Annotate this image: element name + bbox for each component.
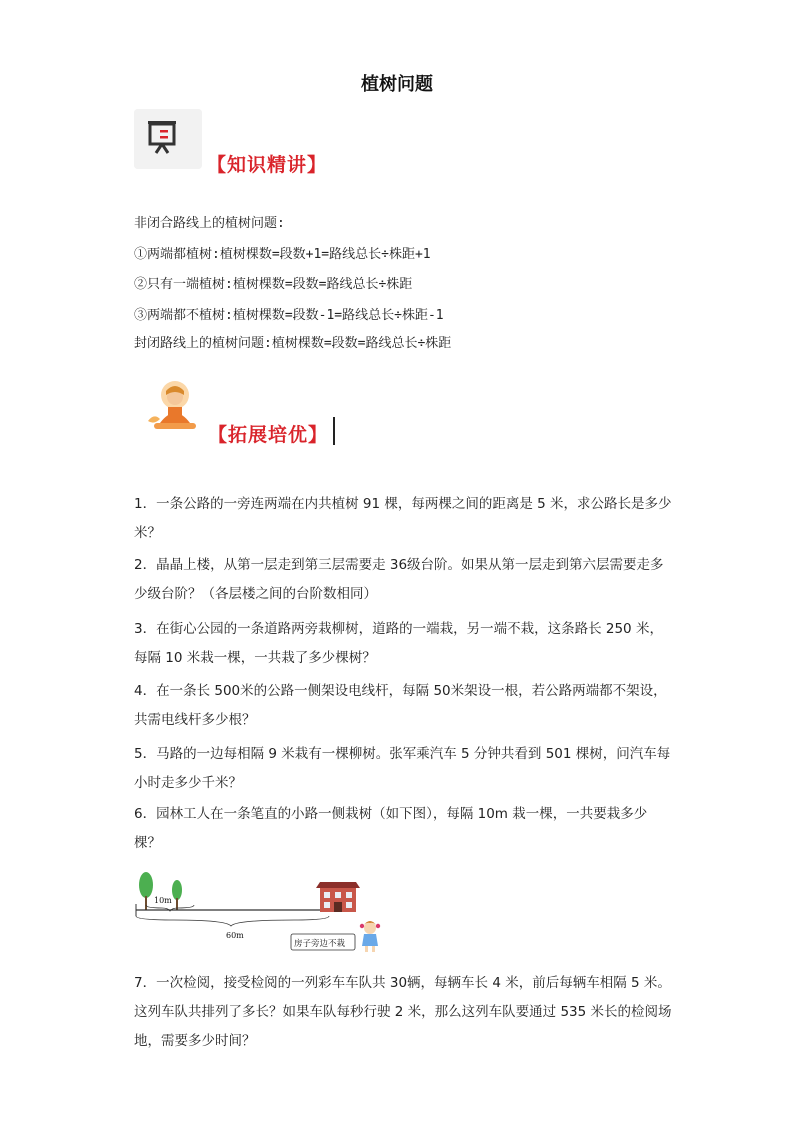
question-5: 5．马路的一边每相隔 9 米栽有一棵柳树。张军乘汽车 5 分钟共看到 501 棵树，问汽车每小时走多少千米？ <box>134 746 671 791</box>
extension-heading: 【拓展培优】 <box>208 424 329 446</box>
teacher-avatar-icon <box>144 377 206 439</box>
segment-label: 10m <box>154 896 172 905</box>
note-label: 房子旁边不栽 <box>294 939 346 949</box>
question-1: 1．一条公路的一旁连两端在内共植树 91 棵，每两棵之间的距离是 5 米，求公路长是多少米？ <box>134 496 672 541</box>
tree-planting-diagram <box>134 868 394 958</box>
tree-icon <box>139 872 153 910</box>
knowledge-line: ②只有一端植树:植树棵数=段数=路线总长÷株距 <box>134 277 413 292</box>
knowledge-line: 封闭路线上的植树问题:植树棵数=段数=路线总长÷株距 <box>134 336 452 351</box>
tree-icon <box>172 880 182 910</box>
question-6: 6．园林工人在一条笔直的小路一侧栽树（如下图），每隔 10m 栽一棵，一共要栽多少棵？ <box>134 806 648 851</box>
question-7: 7．一次检阅，接受检阅的一列彩车车队共 30辆，每辆车长 4 米，前后每辆车相隔 5 米。这列车队共排列了多长？如果车队每秒行驶 2 米，那么这列车队要通过 535 米长的检阅场地，需要多少时间？ <box>134 975 672 1049</box>
page-title: 植树问题 <box>361 74 433 95</box>
knowledge-heading: 【知识精讲】 <box>207 154 328 176</box>
question-4: 4．在一条长 500米的公路一侧架设电线杆，每隔 50米架设一根，若公路两端都不架设，共需电线杆多少根？ <box>134 683 667 728</box>
knowledge-line: ①两端都植树:植树棵数=段数+1=路线总长÷株距+1 <box>134 247 431 262</box>
girl-icon <box>360 921 380 952</box>
knowledge-line: 非闭合路线上的植树问题: <box>134 216 285 231</box>
question-3: 3．在街心公园的一条道路两旁栽柳树，道路的一端栽，另一端不栽，这条路长 250 米，每隔 10 米栽一棵，一共栽了多少棵树？ <box>134 621 663 666</box>
text-cursor <box>333 417 335 445</box>
presentation-board-icon <box>134 109 202 169</box>
total-label: 60m <box>226 931 244 940</box>
knowledge-line: ③两端都不植树:植树棵数=段数-1=路线总长÷株距-1 <box>134 308 444 323</box>
question-2: 2．晶晶上楼，从第一层走到第三层需要走 36级台阶。如果从第一层走到第六层需要走多少级台阶？（各层楼之间的台阶数相同） <box>134 557 664 602</box>
house-icon <box>316 882 360 912</box>
